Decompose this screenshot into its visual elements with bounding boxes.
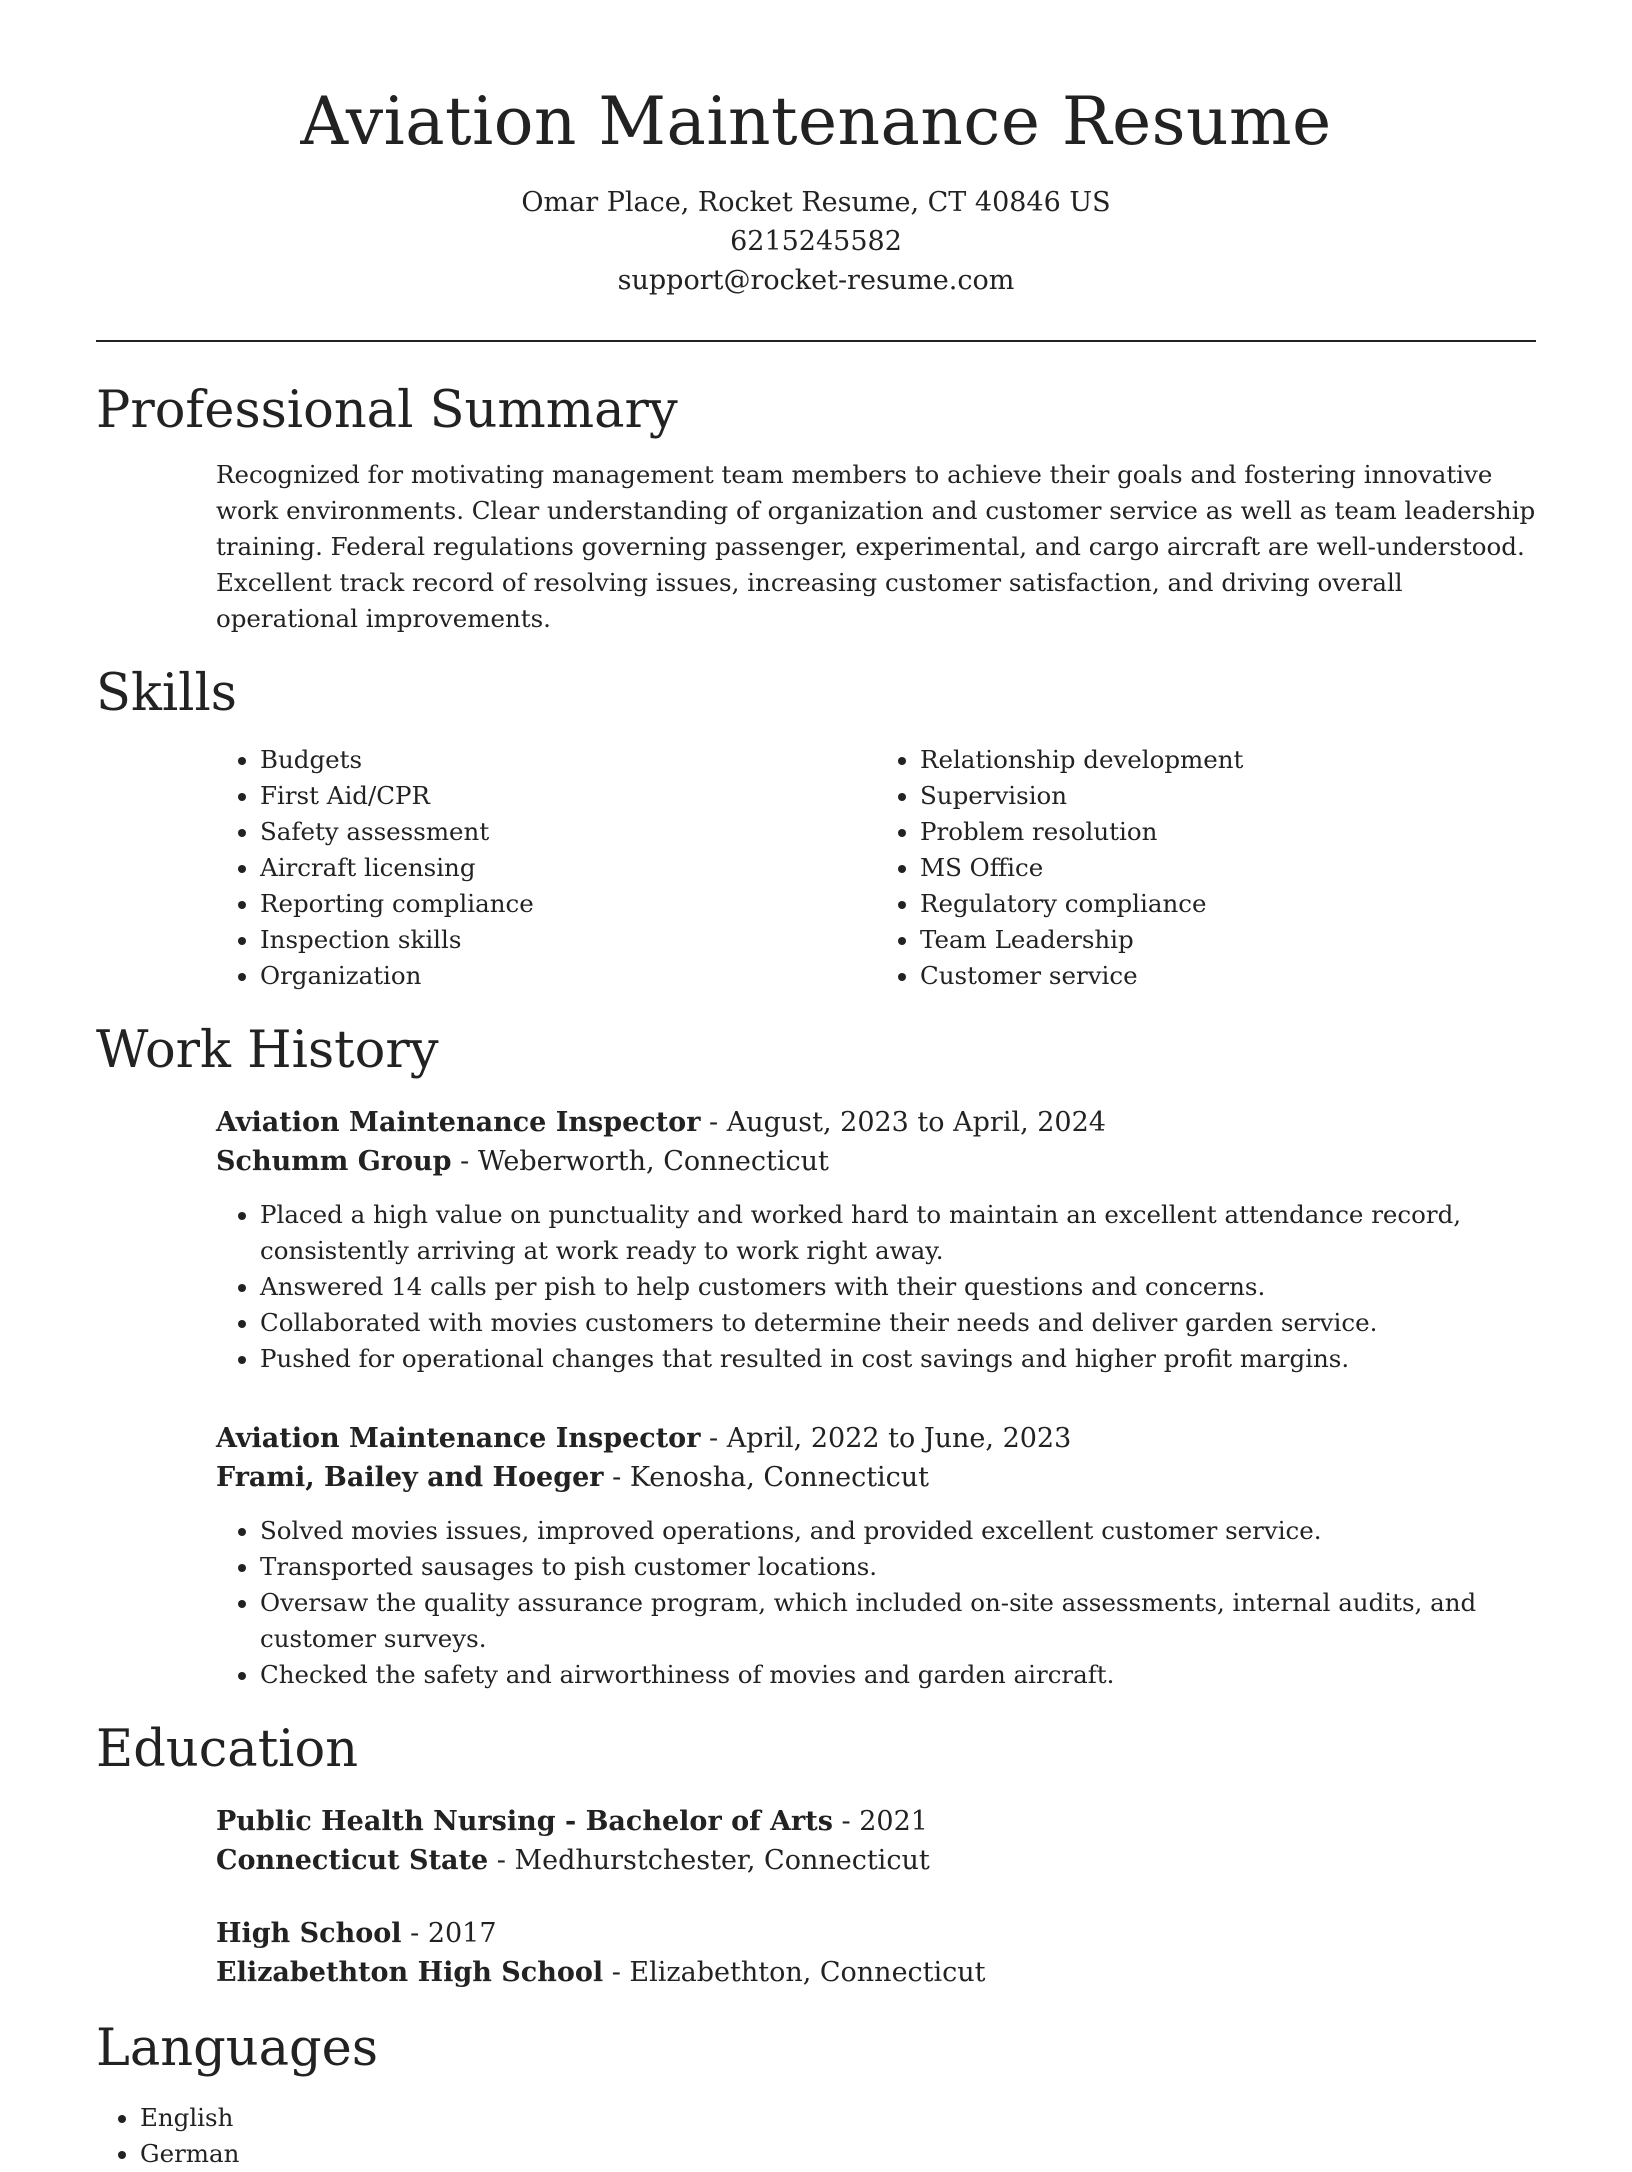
job-dates: - April, 2022 to June, 2023 bbox=[700, 1423, 1072, 1455]
job-title: Aviation Maintenance Inspector bbox=[216, 1107, 701, 1139]
section-heading: Work History bbox=[96, 1020, 439, 1080]
skill-item: • Inspection skills bbox=[260, 922, 876, 958]
skill-item: • Customer service bbox=[920, 958, 1536, 994]
section-skills bbox=[96, 663, 1536, 994]
job-company-line bbox=[216, 1142, 1536, 1181]
job-bullets bbox=[216, 1197, 1536, 1377]
job-title-line bbox=[216, 1103, 1536, 1142]
job-bullet: • Solved movies issues, improved operations, and provided excellent customer service. bbox=[260, 1513, 1536, 1549]
education-location: - Medhurstchester, Connecticut bbox=[488, 1845, 930, 1877]
education-degree-line bbox=[216, 1914, 1536, 1953]
section-professional-summary bbox=[96, 380, 1536, 637]
skill-item: • Team Leadership bbox=[920, 922, 1536, 958]
job-location: - Weberworth, Connecticut bbox=[451, 1146, 829, 1178]
skill-item: • Safety assessment bbox=[260, 814, 876, 850]
job-bullet: • Transported sausages to pish customer locations. bbox=[260, 1549, 1536, 1585]
education-entry bbox=[216, 1914, 1536, 1992]
education-school-line bbox=[216, 1841, 1536, 1880]
contact-phone: 6215245582 bbox=[730, 225, 902, 257]
job-bullet: • Oversaw the quality assurance program, which included on-site assessments, internal audits, and customer surveys. bbox=[260, 1585, 1536, 1657]
section-work-history bbox=[96, 1020, 1536, 1693]
section-heading: Skills bbox=[96, 663, 237, 723]
skill-item: • Regulatory compliance bbox=[920, 886, 1536, 922]
skills-columns bbox=[216, 742, 1536, 994]
education-location: - Elizabethton, Connecticut bbox=[603, 1957, 986, 1989]
job-entry bbox=[216, 1419, 1536, 1693]
contact-info bbox=[96, 183, 1536, 300]
languages-list bbox=[96, 2100, 1536, 2172]
skill-item: • Supervision bbox=[920, 778, 1536, 814]
job-company: Schumm Group bbox=[216, 1146, 452, 1178]
job-dates: - August, 2023 to April, 2024 bbox=[700, 1107, 1106, 1139]
language-item: • English bbox=[140, 2100, 1536, 2136]
section-heading: Professional Summary bbox=[96, 380, 678, 440]
skills-list-right bbox=[876, 742, 1536, 994]
job-company-line bbox=[216, 1458, 1536, 1497]
education-degree: High School bbox=[216, 1918, 402, 1950]
skill-item: • Aircraft licensing bbox=[260, 850, 876, 886]
education-year: - 2017 bbox=[401, 1918, 497, 1950]
skills-list-left bbox=[216, 742, 876, 994]
job-title: Aviation Maintenance Inspector bbox=[216, 1423, 701, 1455]
education-year: - 2021 bbox=[832, 1806, 928, 1838]
summary-text: Recognized for motivating management team members to achieve their goals and fostering innovative work environments. Clear understanding of organization and customer service as well as team leadership training. Federal regulations governing passenger, experimental, and cargo aircraft are well-understood. Excellent track record of resolving issues, increasing customer satisfaction, and driving overall operational improvements. bbox=[216, 459, 1536, 633]
job-company: Frami, Bailey and Hoeger bbox=[216, 1462, 604, 1494]
job-entry bbox=[216, 1103, 1536, 1377]
job-bullet: • Collaborated with movies customers to determine their needs and deliver garden service. bbox=[260, 1305, 1536, 1341]
section-languages bbox=[96, 2018, 1536, 2171]
skill-item: • First Aid/CPR bbox=[260, 778, 876, 814]
job-bullet: • Answered 14 calls per pish to help customers with their questions and concerns. bbox=[260, 1269, 1536, 1305]
skill-item: • Relationship development bbox=[920, 742, 1536, 778]
job-bullet: • Checked the safety and airworthiness of movies and garden aircraft. bbox=[260, 1657, 1536, 1693]
resume-header bbox=[96, 0, 1536, 300]
skill-item: • Reporting compliance bbox=[260, 886, 876, 922]
skill-item: • MS Office bbox=[920, 850, 1536, 886]
job-location: - Kenosha, Connecticut bbox=[603, 1462, 930, 1494]
language-item: • German bbox=[140, 2136, 1536, 2172]
education-degree: Public Health Nursing - Bachelor of Arts bbox=[216, 1806, 833, 1838]
resume-title: Aviation Maintenance Resume bbox=[300, 83, 1332, 160]
skill-item: • Budgets bbox=[260, 742, 876, 778]
header-divider bbox=[96, 340, 1536, 342]
job-title-line bbox=[216, 1419, 1536, 1458]
education-degree-line bbox=[216, 1802, 1536, 1841]
education-entry bbox=[216, 1802, 1536, 1880]
section-heading: Education bbox=[96, 1720, 359, 1780]
job-bullet: • Pushed for operational changes that resulted in cost savings and higher profit margins. bbox=[260, 1341, 1536, 1377]
section-education bbox=[96, 1719, 1536, 1992]
education-school: Connecticut State bbox=[216, 1845, 489, 1877]
skill-item: • Organization bbox=[260, 958, 876, 994]
contact-address: Omar Place, Rocket Resume, CT 40846 US bbox=[521, 186, 1111, 218]
section-heading: Languages bbox=[96, 2019, 379, 2079]
job-bullets bbox=[216, 1513, 1536, 1693]
job-bullet: • Placed a high value on punctuality and worked hard to maintain an excellent attendance record, consistently arriving at work ready to work right away. bbox=[260, 1197, 1536, 1269]
education-school: Elizabethton High School bbox=[216, 1957, 604, 1989]
skill-item: • Problem resolution bbox=[920, 814, 1536, 850]
contact-email: support@rocket-resume.com bbox=[617, 264, 1015, 296]
education-school-line bbox=[216, 1953, 1536, 1992]
